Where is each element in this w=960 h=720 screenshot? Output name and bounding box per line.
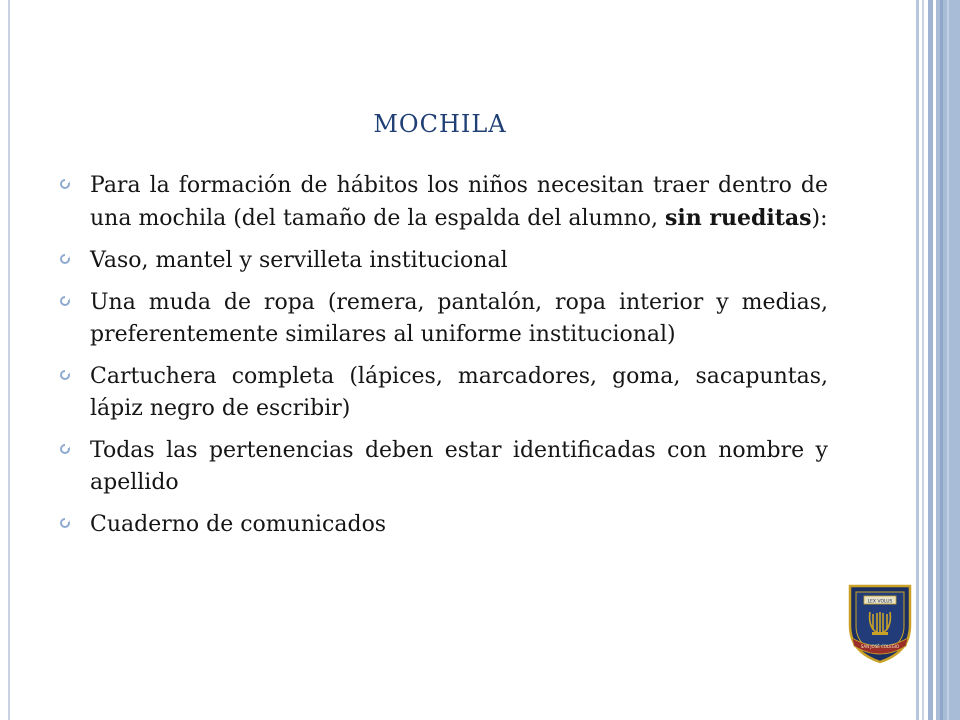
item-text: Vaso, mantel y servilleta institucional xyxy=(90,248,508,273)
item-text: ): xyxy=(811,206,828,231)
item-text: Cuaderno de comunicados xyxy=(90,512,387,537)
list-item xyxy=(60,287,828,351)
list-item xyxy=(60,361,828,425)
bullet-icon xyxy=(60,518,70,528)
bullet-icon xyxy=(60,179,70,189)
slide-title: MOCHILA xyxy=(373,110,507,138)
list-item xyxy=(60,170,828,235)
stripe xyxy=(922,0,924,720)
stripe xyxy=(916,0,919,720)
item-bold-text: sin rueditas xyxy=(664,205,812,231)
school-crest-icon xyxy=(846,582,914,666)
stripe xyxy=(947,0,949,720)
bullet-icon xyxy=(60,444,70,454)
list-item xyxy=(60,245,828,277)
crest-banner-text: LEX VOLUS xyxy=(867,599,893,605)
item-text: Todas las pertenencias deben estar identificadas con nombre y apellido xyxy=(90,438,828,495)
item-text: Cartuchera completa (lápices, marcadores, goma, sacapuntas, lápiz negro de escribir) xyxy=(90,364,828,421)
stripe xyxy=(940,0,943,720)
crest-ribbon-text: SAN JOSÉ COLEGIO xyxy=(860,644,900,649)
bullet-icon xyxy=(60,296,70,306)
left-border-line xyxy=(8,0,10,720)
list-item xyxy=(60,435,828,499)
stripe xyxy=(928,0,933,720)
list-item xyxy=(60,509,828,541)
right-decorative-stripes xyxy=(916,0,960,720)
bullet-list xyxy=(60,170,828,551)
bullet-icon xyxy=(60,370,70,380)
bullet-icon xyxy=(60,254,70,264)
item-text: Una muda de ropa (remera, pantalón, ropa interior y medias, preferentemente similares al uniforme institucional) xyxy=(90,290,828,347)
item-text: Para la formación de hábitos los niños necesitan traer dentro de una mochila (del tamaño de la espalda del alumno, xyxy=(90,173,828,231)
